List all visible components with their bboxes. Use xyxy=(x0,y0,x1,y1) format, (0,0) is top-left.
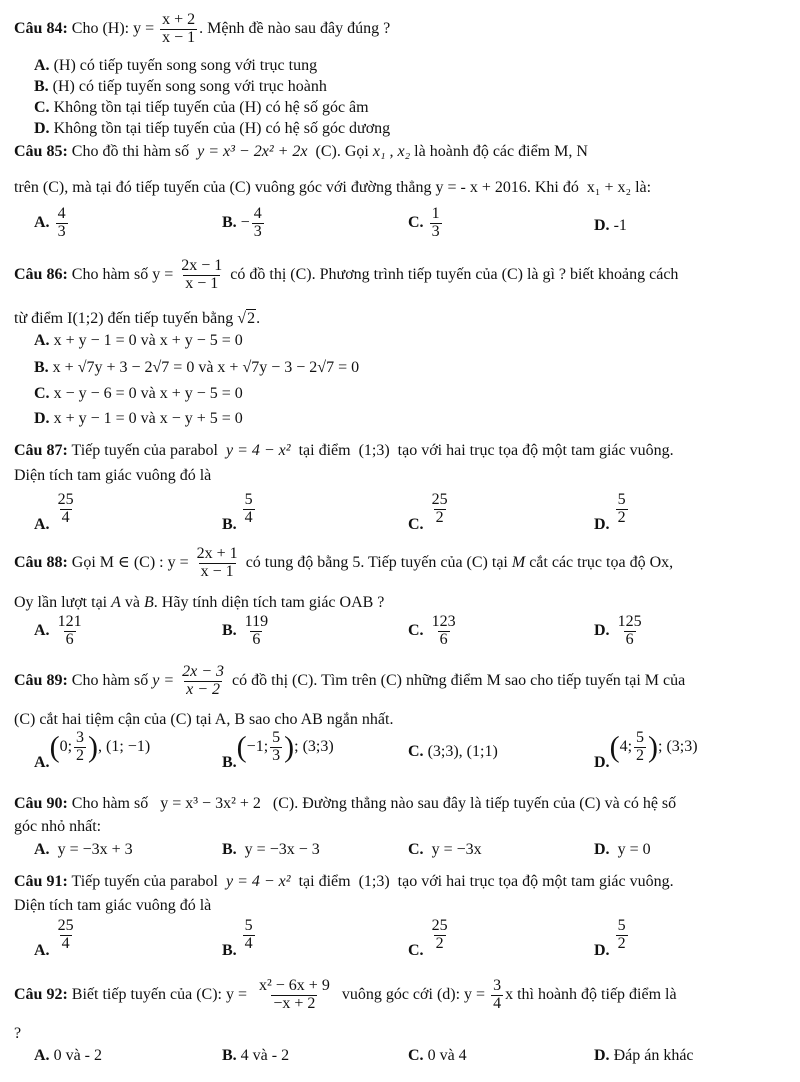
option-label: D. xyxy=(594,753,610,771)
q86-fraction xyxy=(179,258,224,293)
q84-option-d[interactable] xyxy=(34,119,390,138)
q92-d-fraction xyxy=(491,978,503,1013)
q92-mid: vuông góc cới (d): y = xyxy=(341,985,486,1003)
option-label: C. xyxy=(408,941,424,959)
q91-label: Câu 91: xyxy=(14,873,68,890)
q88-line2 xyxy=(14,593,384,612)
option-label: A. xyxy=(34,841,50,858)
q91-line2: Diện tích tam giác vuông đó là xyxy=(14,897,212,914)
option-text: (H) có tiếp tuyến song song với trục hoành xyxy=(52,78,327,95)
option-fraction xyxy=(56,492,76,527)
option-text: x + y − 1 = 0 và x + y − 5 = 0 xyxy=(53,332,243,349)
option-label: D. xyxy=(594,941,610,959)
frac-den: 3 xyxy=(57,222,66,240)
option-label: C. xyxy=(408,1047,424,1064)
q90-label: Câu 90: xyxy=(14,795,68,812)
option-fraction xyxy=(430,492,450,527)
frac-den: 6 xyxy=(65,630,74,648)
q90-intro: Cho hàm số xyxy=(71,795,149,812)
q88-tail2: cắt các trục tọa độ Ox, xyxy=(529,553,674,571)
q89-line2: (C) cắt hai tiệm cận của (C) tại A, B sao cho AB ngắn nhất. xyxy=(14,711,394,728)
option-text: Không tồn tại tiếp tuyến của (H) có hệ số góc dương xyxy=(53,120,391,137)
q85-func-tail: (C). Gọi xyxy=(315,143,369,160)
q90-option-d[interactable] xyxy=(594,840,651,859)
q87-line2: Diện tích tam giác vuông đó là xyxy=(14,467,212,484)
q91-intro: Tiếp tuyến của parabol xyxy=(71,873,218,890)
frac-den: 4 xyxy=(244,508,253,526)
frac-num: 5 xyxy=(617,491,626,508)
paren-open: ( xyxy=(49,730,60,764)
q88-point-m: M xyxy=(511,553,526,571)
option-label: D. xyxy=(594,217,610,234)
q92-d-tail: x thì hoành độ tiếp điểm là xyxy=(505,985,677,1003)
q84-option-a[interactable] xyxy=(34,56,317,75)
frac-den: 6 xyxy=(439,630,448,648)
option-fraction xyxy=(634,730,646,765)
frac-den: 4 xyxy=(61,508,70,526)
q87-option-b[interactable] xyxy=(222,491,257,533)
q92-line2: ? xyxy=(14,1025,22,1042)
option-fraction xyxy=(430,206,442,241)
q85-function: y = x³ − 2x² + 2x xyxy=(197,143,308,160)
q87-label: Câu 87: xyxy=(14,442,68,459)
option-text: y = 0 xyxy=(617,841,651,858)
q91-function: y = 4 − x² xyxy=(225,873,291,890)
q86-tail: có đồ thị (C). Phương trình tiếp tuyến của (C) là gì ? biết khoảng cách xyxy=(230,265,679,283)
q88-point-b: B xyxy=(144,594,154,611)
option-label: D. xyxy=(594,515,610,533)
paren-open: ( xyxy=(609,730,620,764)
q90-function: y = x³ − 3x² + 2 xyxy=(160,795,261,812)
q89-frac-den: x − 2 xyxy=(186,680,221,698)
option-label: B. xyxy=(222,753,237,771)
frac-num: 119 xyxy=(244,613,269,630)
paren-open: ( xyxy=(236,730,247,764)
option-part-b: ; (3;3) xyxy=(294,737,334,755)
q86-line2 xyxy=(14,309,260,328)
option-text: 0 và - 2 xyxy=(53,1047,102,1064)
option-text: x + y − 1 = 0 và x − y + 5 = 0 xyxy=(53,410,243,427)
q89-option-a[interactable] xyxy=(34,729,151,771)
q89-tail: có đồ thị (C). Tìm trên (C) những điểm M sao cho tiếp tuyến tại M của xyxy=(232,671,686,689)
q91-mid: tại điểm xyxy=(298,873,351,890)
q92-stem xyxy=(14,978,677,1013)
option-label: C. xyxy=(408,743,424,760)
option-label: B. xyxy=(34,359,49,376)
option-text: Đáp án khác xyxy=(613,1047,694,1064)
q88-line2a: Oy lần lượt tại xyxy=(14,594,108,611)
q85-option-d[interactable] xyxy=(594,216,627,235)
frac-den: 2 xyxy=(76,746,85,764)
option-fraction xyxy=(616,492,628,527)
q90-line2: góc nhỏ nhất: xyxy=(14,818,102,835)
q86-option-d[interactable] xyxy=(34,409,243,428)
frac-den: 2 xyxy=(617,934,626,952)
q91-tail: tạo với hai trục tọa độ một tam giác vuông. xyxy=(397,873,674,890)
q85-sum: x₁ + x₂ xyxy=(586,179,632,196)
option-label: C. xyxy=(408,213,424,231)
q87-stem xyxy=(14,441,674,460)
q91-option-c[interactable] xyxy=(408,917,452,959)
frac-den: 2 xyxy=(617,508,626,526)
option-label: A. xyxy=(34,753,50,771)
frac-den: 2 xyxy=(435,508,444,526)
q88-label: Câu 88: xyxy=(14,553,68,571)
q89-stem xyxy=(14,664,685,699)
option-fraction xyxy=(243,614,270,649)
q92-frac-num: x² − 6x + 9 xyxy=(258,977,330,994)
q88-stem xyxy=(14,546,673,581)
option-fraction xyxy=(56,206,68,241)
option-fraction xyxy=(243,918,255,953)
q90-stem xyxy=(14,794,676,813)
option-text: x + √7y + 3 − 2√7 = 0 và x + √7y − 3 − 2√7 = 0 xyxy=(52,359,360,376)
option-text: y = −3x + 3 xyxy=(57,841,133,858)
frac-den: 3 xyxy=(431,222,440,240)
q87-point: (1;3) xyxy=(358,442,390,459)
q88-option-a[interactable] xyxy=(34,614,86,649)
q87-mid: tại điểm xyxy=(298,442,351,459)
frac-num: 4 xyxy=(253,205,262,222)
q85-line1-tail: là hoành độ các điểm M, N xyxy=(414,143,588,160)
q86-period: . xyxy=(256,310,261,327)
option-fraction xyxy=(252,206,264,241)
option-label: A. xyxy=(34,57,50,74)
sqrt-radicand: 2 xyxy=(247,310,256,327)
frac-num: 5 xyxy=(244,491,253,508)
option-fraction xyxy=(56,918,76,953)
q92-option-b[interactable] xyxy=(222,1046,289,1065)
q86-label: Câu 86: xyxy=(14,265,68,283)
frac-num: 4 xyxy=(57,205,66,222)
frac-num: 3 xyxy=(76,729,85,746)
option-fraction xyxy=(243,492,255,527)
q86-frac-den: x − 1 xyxy=(185,274,219,292)
frac-num: 121 xyxy=(57,613,82,630)
frac-num: 25 xyxy=(57,491,74,508)
q87-option-c[interactable] xyxy=(408,491,452,533)
q89-option-d[interactable] xyxy=(594,729,698,771)
q85-line2 xyxy=(14,178,651,197)
option-text: 4 và - 2 xyxy=(240,1047,290,1064)
q86-y: y = xyxy=(152,265,174,283)
q88-option-d[interactable] xyxy=(594,614,646,649)
q85-option-c[interactable] xyxy=(408,206,444,241)
option-label: B. xyxy=(34,78,49,95)
q92-intro: Biết tiếp tuyến của (C): y = xyxy=(71,985,247,1003)
q92-option-a[interactable] xyxy=(34,1046,102,1065)
option-fraction xyxy=(430,918,450,953)
q92-label: Câu 92: xyxy=(14,985,68,1003)
option-part-b: , (1; −1) xyxy=(98,737,151,755)
q90-option-a[interactable] xyxy=(34,840,133,859)
option-fraction xyxy=(270,730,282,765)
option-label: B. xyxy=(222,941,237,959)
option-label: C. xyxy=(34,99,50,116)
q85-stem xyxy=(14,142,588,161)
q91-stem xyxy=(14,872,674,891)
q85-line2-tail: là: xyxy=(635,179,652,196)
frac-den: 4 xyxy=(244,934,253,952)
q86-option-a[interactable] xyxy=(34,331,243,350)
sqrt-expression: √2 xyxy=(237,310,256,327)
frac-num: 25 xyxy=(57,917,74,934)
q86-stem xyxy=(14,258,678,293)
paren-close: ) xyxy=(88,730,99,764)
option-label: A. xyxy=(34,332,50,349)
q91-option-b[interactable] xyxy=(222,917,257,959)
option-label: C. xyxy=(34,385,50,402)
q85-label: Câu 85: xyxy=(14,143,68,160)
option-text: 0 và 4 xyxy=(427,1047,467,1064)
option-label: B. xyxy=(222,1047,237,1064)
q86-line2-text: từ điểm I(1;2) đến tiếp tuyến bằng xyxy=(14,310,234,327)
frac-num: 123 xyxy=(431,613,456,630)
frac-den: 2 xyxy=(636,746,645,764)
q89-label: Câu 89: xyxy=(14,671,68,689)
frac-den: 2 xyxy=(435,934,444,952)
option-label: A. xyxy=(34,621,50,639)
q84-label: Câu 84: xyxy=(14,19,68,37)
option-label: A. xyxy=(34,213,50,231)
q86-frac-num: 2x − 1 xyxy=(181,257,223,274)
q86-option-c[interactable] xyxy=(34,384,243,403)
q88-tail1: có tung độ bằng 5. Tiếp tuyến của (C) tại xyxy=(245,553,508,571)
option-label: B. xyxy=(222,621,237,639)
q87-function: y = 4 − x² xyxy=(225,442,291,459)
option-label: D. xyxy=(594,1047,610,1064)
option-label: D. xyxy=(34,120,50,137)
q89-fraction xyxy=(180,664,226,699)
frac-num: 5 xyxy=(272,729,281,746)
q92-d-num: 3 xyxy=(493,977,502,994)
option-text: (H) có tiếp tuyến song song với trục tung xyxy=(53,57,318,74)
q89-option-b[interactable] xyxy=(222,729,334,771)
q88-intro: Gọi M ∈ (C) : y = xyxy=(71,553,189,571)
q84-frac-num: x + 2 xyxy=(162,11,196,28)
q90-option-b[interactable] xyxy=(222,840,320,859)
q84-tail: . Mệnh đề nào sau đây đúng ? xyxy=(199,19,391,37)
q88-option-b[interactable] xyxy=(222,614,272,649)
q91-option-d[interactable] xyxy=(594,917,630,959)
q88-line2b: . Hãy tính diện tích tam giác OAB ? xyxy=(153,594,385,611)
q84-option-b[interactable] xyxy=(34,77,327,96)
frac-num: 1 xyxy=(431,205,440,222)
q85-option-a[interactable] xyxy=(34,206,70,241)
q88-and: và xyxy=(124,594,141,611)
q91-option-a[interactable] xyxy=(34,917,78,959)
q86-intro: Cho hàm số xyxy=(71,265,149,283)
option-label: C. xyxy=(408,841,424,858)
q89-intro: Cho hàm số xyxy=(71,671,149,689)
q92-d-den: 4 xyxy=(493,994,502,1012)
q88-fraction xyxy=(195,546,240,581)
q92-frac-den: −x + 2 xyxy=(273,994,316,1012)
option-fraction xyxy=(616,918,628,953)
frac-num: 5 xyxy=(617,917,626,934)
q86-option-b[interactable] xyxy=(34,358,359,377)
q84-intro: Cho (H): y = xyxy=(71,19,155,37)
option-fraction xyxy=(74,730,86,765)
frac-den: 3 xyxy=(272,746,281,764)
q84-fraction xyxy=(160,12,197,47)
frac-num: 25 xyxy=(431,917,448,934)
q90-tail: (C). Đường thẳng nào sau đây là tiếp tuyến của (C) và có hệ số xyxy=(272,795,677,812)
option-fraction xyxy=(430,614,458,649)
q88-frac-den: x − 1 xyxy=(200,562,234,580)
option-label: D. xyxy=(594,621,610,639)
frac-den: 3 xyxy=(253,222,262,240)
option-label: C. xyxy=(408,621,424,639)
option-part-a: −1; xyxy=(246,737,269,755)
q88-frac-num: 2x + 1 xyxy=(196,545,238,562)
q87-intro: Tiếp tuyến của parabol xyxy=(71,442,218,459)
q90-option-c[interactable] xyxy=(408,840,482,859)
q84-frac-den: x − 1 xyxy=(162,28,196,46)
option-label: A. xyxy=(34,941,50,959)
option-text: (3;3), (1;1) xyxy=(427,743,498,760)
option-label: B. xyxy=(222,841,237,858)
option-label: B. xyxy=(222,515,237,533)
q85-line2-text: trên (C), mà tại đó tiếp tuyến của (C) vuông góc với đường thẳng y = - x + 2016. Khi đó xyxy=(14,179,579,196)
frac-den: 6 xyxy=(252,630,261,648)
paren-close: ) xyxy=(648,730,659,764)
option-label: C. xyxy=(408,515,424,533)
frac-num: 5 xyxy=(636,729,645,746)
option-text: Không tồn tại tiếp tuyến của (H) có hệ số góc âm xyxy=(53,99,369,116)
q92-fraction xyxy=(257,978,332,1013)
frac-num: 125 xyxy=(617,613,642,630)
frac-den: 4 xyxy=(61,934,70,952)
option-part-a: 4; xyxy=(619,737,633,755)
option-label: A. xyxy=(34,515,50,533)
q85-intro: Cho đồ thi hàm số xyxy=(71,143,190,160)
paren-close: ) xyxy=(284,730,295,764)
option-sign: − xyxy=(240,213,250,231)
option-text: y = −3x − 3 xyxy=(244,841,320,858)
frac-num: 25 xyxy=(431,491,448,508)
q91-point: (1;3) xyxy=(358,873,390,890)
q85-vars: x₁ , x₂ xyxy=(372,143,411,160)
q87-tail: tạo với hai trục tọa độ một tam giác vuông. xyxy=(397,442,674,459)
q84-stem xyxy=(14,12,390,47)
frac-den: 6 xyxy=(625,630,634,648)
q89-option-c[interactable] xyxy=(408,742,498,761)
q88-point-a: A xyxy=(111,594,121,611)
q92-option-d[interactable] xyxy=(594,1046,694,1065)
q87-option-d[interactable] xyxy=(594,491,630,533)
option-label: A. xyxy=(34,1047,50,1064)
q89-y: y = xyxy=(152,671,175,689)
frac-num: 5 xyxy=(244,917,253,934)
q88-option-c[interactable] xyxy=(408,614,460,649)
q92-option-c[interactable] xyxy=(408,1046,467,1065)
option-label: D. xyxy=(34,410,50,427)
option-text: -1 xyxy=(613,217,627,234)
option-part-b: ; (3;3) xyxy=(658,737,698,755)
option-text: x − y − 6 = 0 và x + y − 5 = 0 xyxy=(53,385,243,402)
option-fraction xyxy=(616,614,644,649)
option-fraction xyxy=(56,614,84,649)
q89-frac-num: 2x − 3 xyxy=(182,663,225,680)
q87-option-a[interactable] xyxy=(34,491,78,533)
option-part-a: 0; xyxy=(59,737,73,755)
option-text: y = −3x xyxy=(431,841,482,858)
q85-option-b[interactable] xyxy=(222,206,266,241)
option-label: B. xyxy=(222,213,237,231)
option-label: D. xyxy=(594,841,610,858)
q84-option-c[interactable] xyxy=(34,98,369,117)
